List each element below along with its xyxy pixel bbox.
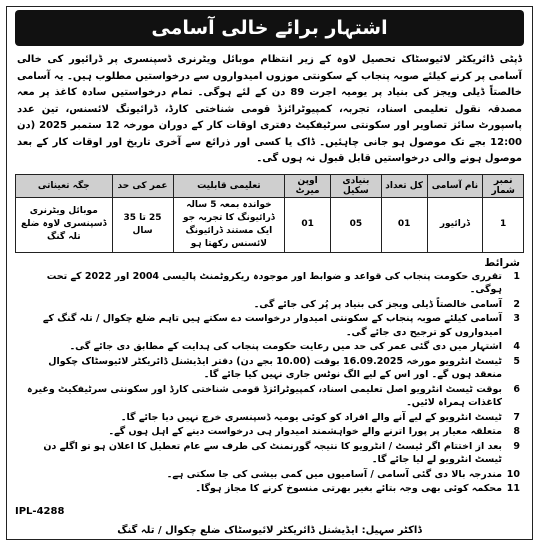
item-text: ٹیسٹ انٹرویو مورخہ 16.09.2025 بوقت (10.00 بجے دن) دفتر ایڈیشنل ڈائریکٹر لائیوسٹاک چکوال منعقد ہوں گے۔ اور اس کے لیے الگ نوٹس جاری نہیں کیا جائے گا۔ [48,355,502,380]
header-post-name: نام آسامی [427,174,483,197]
item-text: آسامی کیلئے صوبہ پنجاب کے سکونتی امیدوار درخواست دے سکتے ہیں تاہم ضلع چکوال / تلہ گنگ کے امیدواروں کو ترجیح دی جائے گی۔ [42,313,502,338]
item-text: تقرری حکومت پنجاب کی قواعد و ضوابط اور موجودہ ریکروٹمنٹ پالیسی 2004 اور 2022 کے تحت ہوگی۔ [46,270,502,295]
conditions-list [19,270,520,496]
item-number: 6 [513,383,520,395]
cell-scale: 05 [330,197,381,252]
list-item [19,468,520,482]
page-title: اشتہار برائے خالی آسامی [15,10,524,46]
item-text: اشتہار میں دی گئی عمر کی حد میں رعایت حکومت پنجاب کی ہدایت کے مطابق دی جائے گی۔ [69,341,502,352]
list-item [19,312,520,339]
item-text: مندرجہ بالا دی گئی آسامی / آسامیوں میں کمی بیشی کی جا سکتی ہے۔ [166,468,502,480]
item-number: 3 [513,313,520,324]
cell-total: 01 [381,197,427,252]
list-item [19,355,520,382]
conditions-title: شرائط [484,256,520,269]
cell-serial: 1 [483,197,524,252]
header-scale: بنیادی سکیل [330,174,381,197]
list-item [19,482,520,496]
header-serial: نمبر شمار [483,174,524,197]
table-row [16,197,524,252]
cell-qualification: خواندہ بمعہ 5 سالہ ڈرائیونگ کا تجربہ جو ایک مستند ڈرائیونگ لائسنس رکھتا ہو [173,197,285,252]
cell-post-name: ڈرائیور [427,197,483,252]
list-item [19,340,520,354]
header-total: کل تعداد [381,174,427,197]
item-text: آسامی خالصتاً ڈیلی ویجز کی بنیاد پر پُر کی جائے گی۔ [253,298,502,310]
intro-paragraph: ڈپٹی ڈائریکٹر لائیوسٹاک تحصیل لاوہ کے زیر انتظام موبائل ویٹرنری ڈسپنسری پر ڈرائیور کی خالی آسامی پر کرنے کیلئے صوبہ پنجاب کے سکونتی موزوں امیدواروں سے درخواستیں مطلوب ہیں۔ یہ آسامی خالصتاً ڈیلی ویجز کی بنیاد پر یومیہ اجرت 89 دن کے لئے ہوگی۔ تمام درخواستیں سادہ کاغذ پر معہ مصدقہ نقول تعلیمی اسناد، تجربہ، کمپیوٹرائزڈ قومی شناختی کارڈ، ڈرائیونگ لائسنس، تین عدد پاسپورٹ سائز تصاویر اور سکونتی سرٹیفکیٹ دفتری اوقات کار کے دوران مورخہ 12 ستمبر 2025 (دن 12:00 بجے تک موصول ہو جانی چاہئیں۔ ڈاک یا کسی اور ذرائع سے آخری تاریخ اور اوقات کار کے بعد موصول ہونے والی درخواستیں قابل قبول نہ ہوں گی۔ [17,54,523,164]
item-text: ٹیسٹ انٹرویو کے لیے آنے والے افراد کو کوئی یومیہ ڈسپنسری خرچ نہیں دیا جائے گا۔ [120,411,502,423]
item-text: بوقت ٹیسٹ انٹرویو اصل تعلیمی اسناد، کمپیوٹرائزڈ قومی شناختی کارڈ اور سکونتی سرٹیفکیٹ وغیرہ کاغذات ہمراہ لائیں۔ [27,383,502,408]
item-number: 7 [513,411,520,423]
item-text: محکمہ کوئی بھی وجہ بتائے بغیر بھرتی منسوخ کرنے کا مجاز ہوگا۔ [195,483,502,494]
item-text: بعد از اختتام اگر ٹیسٹ / انٹرویو کا نتیجہ گورنمنٹ کی طرف سے عام تعطیل کا اعلان ہو تو اگلے دن ٹیسٹ انٹرویو لے لیا جائے گا۔ [43,440,502,465]
vacancy-table [15,174,524,253]
item-text: متعلقہ معیار پر پورا اترنے والے خواہشمند امیدوار ہی درخواست دینے کے اہل ہوں گے۔ [108,426,502,437]
signature-line: ڈاکٹر سہیل: ایڈیشنل ڈائریکٹر لائیوسٹاک ضلع چکوال / تلہ گنگ [117,525,422,536]
item-number: 8 [513,426,520,437]
list-item [19,270,520,297]
advertisement-page [6,6,533,540]
item-number: 9 [513,440,520,452]
item-number: 1 [513,270,520,282]
list-item [19,298,520,312]
header-posting-place: جگہ تعیناتی [16,174,113,197]
item-number: 4 [513,341,520,352]
list-item [19,411,520,425]
item-number: 5 [513,355,520,367]
item-number: 2 [513,298,520,310]
header-qualification: تعلیمی قابلیت [173,174,285,197]
reference-code: IPL-4288 [15,506,65,517]
item-number: 11 [506,483,520,494]
list-item [19,383,520,410]
header-age-limit: عمر کی حد [112,174,173,197]
cell-age-limit: 25 تا 35 سال [112,197,173,252]
list-item [19,425,520,439]
table-header-row [16,174,524,197]
header-open-merit: اوپن میرٹ [285,174,331,197]
cell-open-merit: 01 [285,197,331,252]
item-number: 10 [506,468,520,480]
cell-posting-place: موبائل ویٹرنری ڈسپنسری لاوہ ضلع تلہ گنگ [16,197,113,252]
list-item [19,440,520,467]
